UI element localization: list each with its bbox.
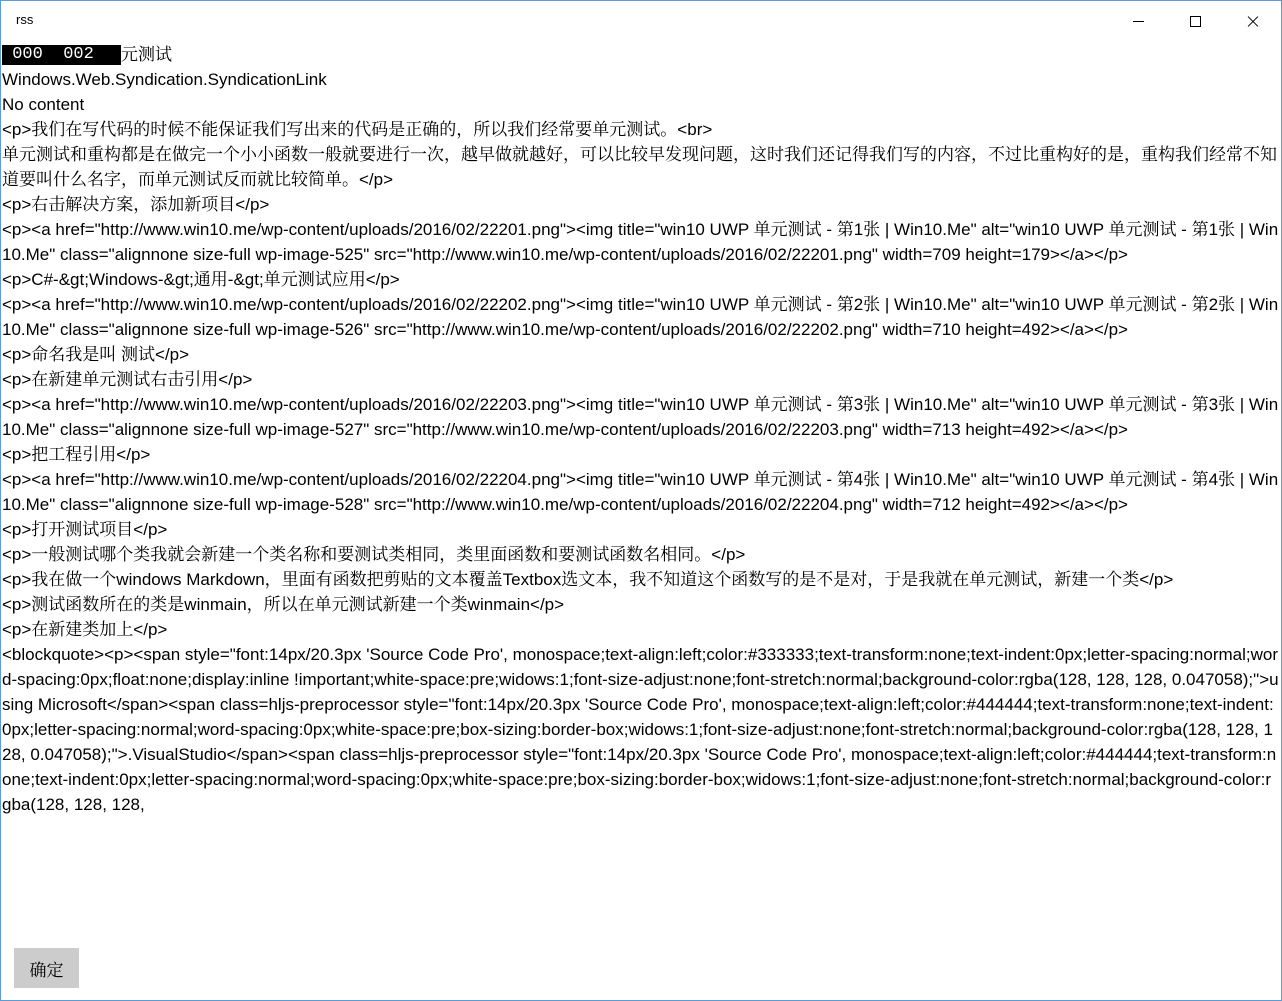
- body-paragraph: <p><a href="http://www.win10.me/wp-content/uploads/2016/02/22201.png"><img title="win10 UWP 单元测试 - 第1张 | Win10.Me" alt="win10 UWP 单元测试 - 第1张 | Win10.Me" class="alignnone size-full wp-image-525" src="http://www.win10.me/wp-content/uploads/2016/02/22201.png" width=709 height=179></a></p>: [2, 220, 1279, 264]
- selected-text-badge: 000 002: [2, 45, 121, 65]
- close-icon: [1247, 15, 1259, 27]
- body-paragraph: <p><a href="http://www.win10.me/wp-content/uploads/2016/02/22202.png"><img title="win10 UWP 单元测试 - 第2张 | Win10.Me" alt="win10 UWP 单元测试 - 第2张 | Win10.Me" class="alignnone size-full wp-image-526" src="http://www.win10.me/wp-content/uploads/2016/02/22202.png" width=710 height=492></a></p>: [2, 295, 1279, 339]
- item-title-line: [2, 42, 1280, 67]
- body-paragraph: <p>在新建类加上</p>: [2, 620, 168, 639]
- body-paragraph: <p>在新建单元测试右击引用</p>: [2, 370, 253, 389]
- item-body: [2, 117, 1280, 817]
- minimize-button[interactable]: [1110, 1, 1167, 41]
- confirm-button[interactable]: 确定: [14, 948, 79, 988]
- maximize-button[interactable]: [1167, 1, 1224, 41]
- minimize-icon: [1133, 21, 1144, 22]
- body-paragraph: <p><a href="http://www.win10.me/wp-content/uploads/2016/02/22204.png"><img title="win10 UWP 单元测试 - 第4张 | Win10.Me" alt="win10 UWP 单元测试 - 第4张 | Win10.Me" class="alignnone size-full wp-image-528" src="http://www.win10.me/wp-content/uploads/2016/02/22204.png" width=712 height=492></a></p>: [2, 470, 1279, 514]
- body-paragraph: <p>命名我是叫 测试</p>: [2, 345, 190, 364]
- body-paragraph: <p>测试函数所在的类是winmain，所以在单元测试新建一个类winmain</p>: [2, 595, 565, 614]
- body-paragraph: <p>我在做一个windows Markdown，里面有函数把剪贴的文本覆盖Textbox选文本，我不知道这个函数写的是不是对，于是我就在单元测试，新建一个类</p>: [2, 570, 1174, 589]
- body-paragraph: <p>右击解决方案，添加新项目</p>: [2, 195, 270, 214]
- body-paragraph: <p>我们在写代码的时候不能保证我们写出来的代码是正确的，所以我们经常要单元测试。<br>: [2, 120, 713, 139]
- window-title: rss: [16, 12, 34, 27]
- body-paragraph: <p>打开测试项目</p>: [2, 520, 168, 539]
- close-button[interactable]: [1224, 1, 1281, 41]
- body-paragraph: <p><a href="http://www.win10.me/wp-content/uploads/2016/02/22203.png"><img title="win10 UWP 单元测试 - 第3张 | Win10.Me" alt="win10 UWP 单元测试 - 第3张 | Win10.Me" class="alignnone size-full wp-image-527" src="http://www.win10.me/wp-content/uploads/2016/02/22203.png" width=713 height=492></a></p>: [2, 395, 1279, 439]
- feed-content: [2, 42, 1280, 931]
- content-status: No content: [2, 95, 85, 114]
- body-paragraph: <p>把工程引用</p>: [2, 445, 151, 464]
- title-bar[interactable]: [1, 1, 1281, 41]
- body-paragraph: <p>一般测试哪个类我就会新建一个类名称和要测试类相同，类里面函数和要测试函数名相同。</p>: [2, 545, 746, 564]
- maximize-icon: [1190, 16, 1201, 27]
- body-paragraph: 单元测试和重构都是在做完一个小小函数一般就要进行一次，越早做就越好，可以比较早发现问题，这时我们还记得我们写的内容，不过比重构好的是，重构我们经常不知道要叫什么名字，而单元测试反而就比较简单。</p>: [2, 145, 1277, 189]
- body-paragraph: <p>C#-&gt;Windows-&gt;通用-&gt;单元测试应用</p>: [2, 270, 400, 289]
- item-title: 元测试: [121, 45, 172, 64]
- link-type: Windows.Web.Syndication.SyndicationLink: [2, 70, 327, 89]
- body-paragraph: <blockquote><p><span style="font:14px/20.3px 'Source Code Pro', monospace;text-align:left;color:#333333;text-transform:none;text-indent:0px;letter-spacing:normal;word-spacing:0px;float:none;display:inline !important;white-space:pre;widows:1;font-size-adjust:none;font-stretch:normal;background-color:rgba(128, 128, 128, 0.047058);">using Microsoft</span><span class=hljs-preprocessor style="font:14px/20.3px 'Source Code Pro', monospace;text-align:left;color:#444444;text-transform:none;text-indent:0px;letter-spacing:normal;word-spacing:0px;white-space:pre;box-sizing:border-box;widows:1;font-size-adjust:none;font-stretch:normal;background-color:rgba(128, 128, 128, 0.047058);">.VisualStudio</span><span class=hljs-preprocessor style="font:14px/20.3px 'Source Code Pro', monospace;text-align:left;color:#444444;text-transform:none;text-indent:0px;letter-spacing:normal;word-spacing:0px;white-space:pre;box-sizing:border-box;widows:1;font-size-adjust:none;font-stretch:normal;background-color:rgba(128, 128, 128,: [2, 645, 1279, 814]
